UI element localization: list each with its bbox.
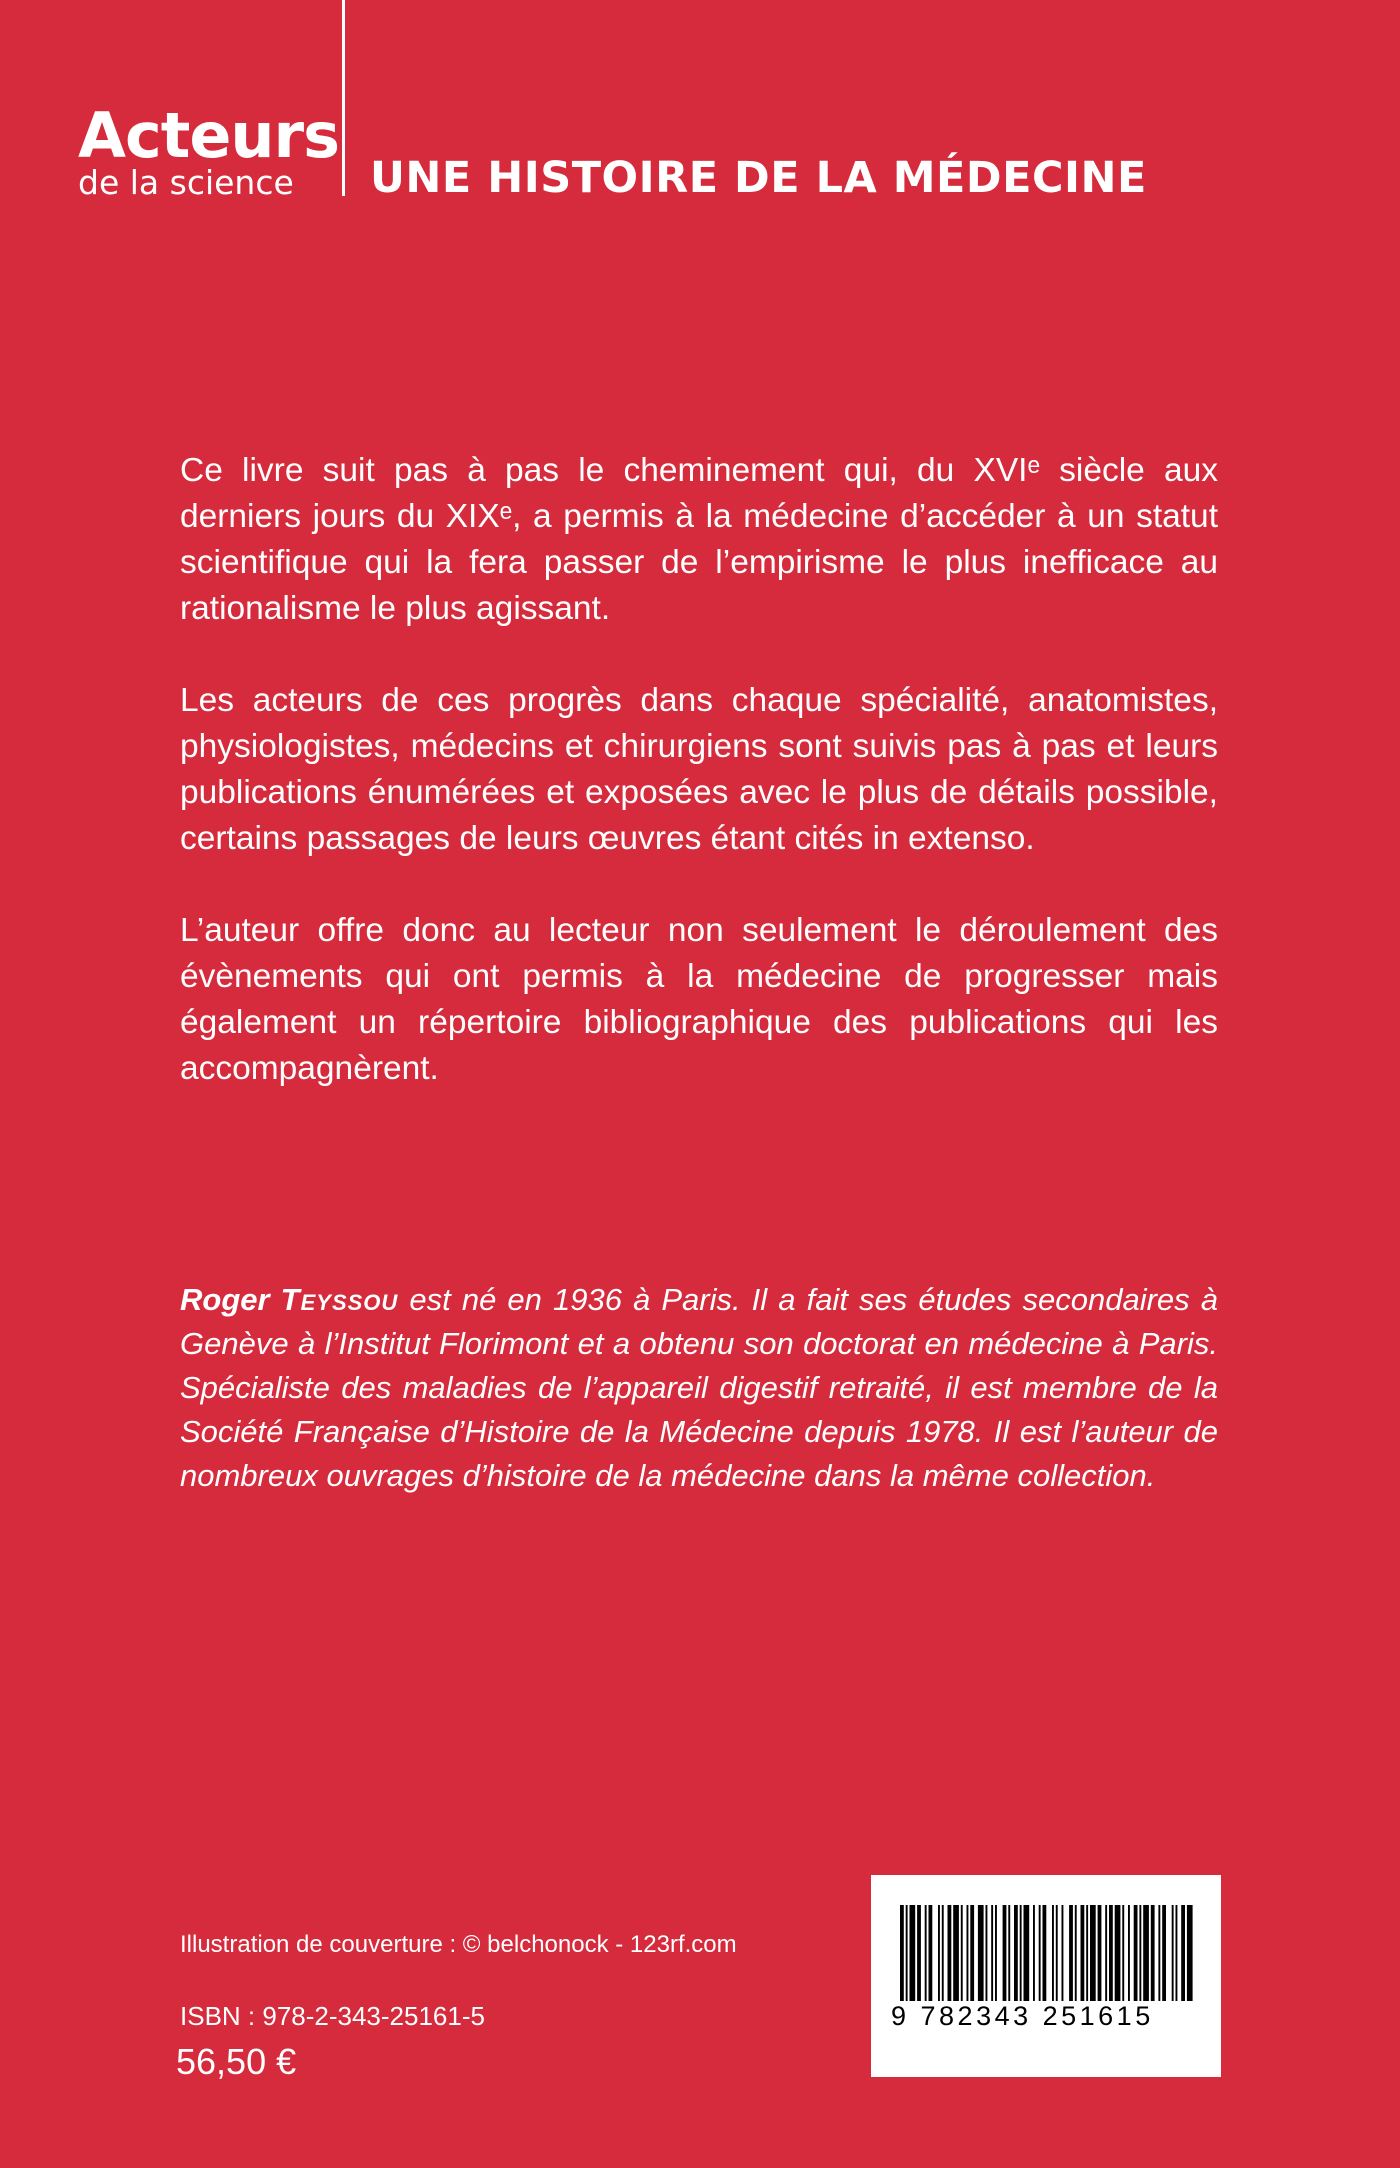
barcode-bar bbox=[1115, 1905, 1121, 2001]
price: 56,50 € bbox=[176, 2041, 297, 2082]
barcode-digits: 9 782343 251615 bbox=[891, 2001, 1154, 2031]
barcode-bar bbox=[978, 1905, 984, 2001]
barcode-bar bbox=[1187, 1905, 1193, 2001]
barcode-bar bbox=[900, 1905, 904, 2001]
barcode-bar bbox=[1056, 1905, 1058, 2001]
barcode-bar bbox=[1062, 1905, 1064, 2001]
barcode-bar bbox=[1069, 1905, 1073, 2001]
barcode-bar bbox=[1134, 1905, 1138, 2001]
author-bio bbox=[180, 1278, 1218, 1498]
barcode-bar bbox=[1081, 1905, 1085, 2001]
barcode-bar bbox=[917, 1905, 921, 2001]
barcode-bar bbox=[970, 1905, 974, 2001]
series-subtitle: de la science bbox=[78, 163, 294, 202]
barcode-bar bbox=[1098, 1905, 1102, 2001]
barcode-bar bbox=[1109, 1905, 1113, 2001]
illustration-credit: Illustration de couverture : © belchonock - 123rf.com bbox=[180, 1931, 737, 1958]
barcode-bar bbox=[953, 1905, 959, 2001]
barcode-bar bbox=[961, 1905, 963, 2001]
barcode-bar bbox=[967, 1905, 969, 2001]
barcode-bar bbox=[910, 1905, 916, 2001]
barcode-bar bbox=[1172, 1905, 1174, 2001]
barcode-bar bbox=[929, 1905, 933, 2001]
series-title: Acteurs bbox=[78, 99, 340, 172]
barcode-bar bbox=[1122, 1905, 1124, 2001]
barcode-bar bbox=[1024, 1905, 1030, 2001]
blurb bbox=[180, 448, 1218, 1138]
barcode-bar bbox=[925, 1905, 927, 2001]
barcode-bar bbox=[1052, 1905, 1054, 2001]
barcode-bar bbox=[986, 1905, 988, 2001]
barcode-bar bbox=[1151, 1905, 1155, 2001]
barcode-bar bbox=[1020, 1905, 1022, 2001]
barcode-bar bbox=[1039, 1905, 1041, 2001]
barcode-bar bbox=[1143, 1905, 1149, 2001]
barcode-bar bbox=[991, 1905, 993, 2001]
blurb-paragraph: Ce livre suit pas à pas le cheminement qui, du XVIᵉ siècle aux derniers jours du XIXᵉ, a permis à la médecine d’accéder à un statut scientifique qui la fera passer de l’empirisme le plus inefficace au rationalisme le plus agissant. bbox=[180, 452, 1218, 627]
barcode-bar bbox=[1090, 1905, 1096, 2001]
author-bio-text: est né en 1936 à Paris. Il a fait ses études secondaires à Genève à l’Institut Florimont et a obtenu son doctorat en médecine à Paris. Spécialiste des maladies de l’appareil digestif retraité, il est membre de la Société Française d’Histoire de la Médecine depuis 1978. Il est l’auteur de nombreux ouvrages d’histoire de la médecine dans la même collection. bbox=[180, 1282, 1218, 1493]
barcode-bar bbox=[942, 1905, 944, 2001]
barcode-bar bbox=[1003, 1905, 1007, 2001]
series-logo bbox=[78, 99, 340, 202]
barcode-bar bbox=[1181, 1905, 1185, 2001]
blurb-paragraph: L’auteur offre donc au lecteur non seulement le déroulement des évènements qui ont permis à la médecine de progresser mais également un répertoire bibliographique des publications qui les accompagnèrent. bbox=[180, 912, 1218, 1087]
series-divider bbox=[342, 0, 345, 196]
book-title: UNE HISTOIRE DE LA MÉDECINE bbox=[370, 153, 1147, 203]
barcode-bar bbox=[1176, 1905, 1178, 2001]
barcode-bar bbox=[948, 1905, 952, 2001]
isbn: ISBN : 978-2-343-25161-5 bbox=[180, 2001, 485, 2031]
barcode-bar bbox=[1105, 1905, 1107, 2001]
barcode-bar bbox=[1014, 1905, 1018, 2001]
barcode-bar bbox=[1086, 1905, 1088, 2001]
barcode-bar bbox=[938, 1905, 940, 2001]
barcode-bars bbox=[898, 1905, 1194, 2005]
blurb-paragraph: Les acteurs de ces progrès dans chaque spécialité, anatomistes, physiologistes, médecins et chirurgiens sont suivis pas à pas et leurs publications énumérées et exposées avec le plus de détails possible, certains passages de leurs œuvres étant cités in extenso. bbox=[180, 682, 1218, 857]
barcode-bar bbox=[1043, 1905, 1047, 2001]
barcode-bar bbox=[1162, 1905, 1166, 2001]
barcode-bar bbox=[1033, 1905, 1035, 2001]
barcode-bar bbox=[906, 1905, 908, 2001]
author-first-name: Roger bbox=[180, 1282, 270, 1317]
author-last-name: Teyssou bbox=[280, 1282, 399, 1317]
barcode-bar bbox=[995, 1905, 997, 2001]
barcode-bar bbox=[1075, 1905, 1077, 2001]
barcode-bar bbox=[1128, 1905, 1130, 2001]
barcode-bar bbox=[1008, 1905, 1010, 2001]
barcode-bar bbox=[1139, 1905, 1141, 2001]
barcode-bar bbox=[1158, 1905, 1160, 2001]
barcode bbox=[871, 1875, 1221, 2077]
